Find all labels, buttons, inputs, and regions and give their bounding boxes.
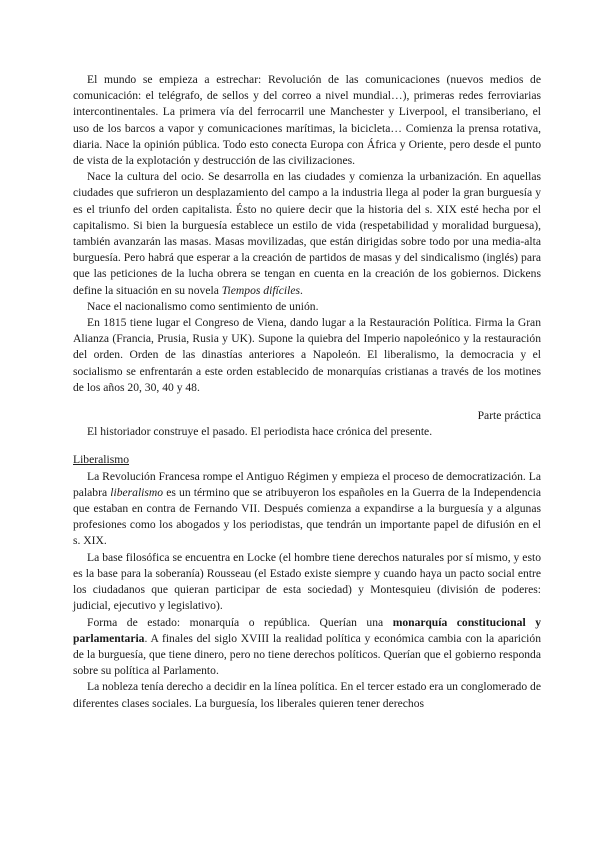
paragraph-nationalism [73,299,541,315]
paragraph-leisure-culture [73,169,541,299]
paragraph-state-form [73,615,541,680]
paragraph-text: La nobleza tenía derecho a decidir en la línea política. En el tercer estado era un conglomerado de diferentes clases sociales. La burguesía, los liberales quieren tener derechos [73,680,541,710]
paragraph-french-revolution [73,469,541,550]
heading-liberalismo [73,452,541,468]
paragraph-text: Nace la cultura del ocio. Se desarrolla en las ciudades y comienza la urbanización. En aquellas ciudades que sufrieron un desplazamiento del campo a la industria llega al poder la gran burguesía y es el triunfo del orden capitalista. Ésto no quiere decir que la historia del s. XIX esté hecha por el capitalismo. Si bien la burguesía establece un estilo de vida (respetabilidad y moralidad burguesa), también avanzarán las masas. Masas movilizadas, que están dirigidas sobre todo por una media-alta burguesía. Pero habrá que esperar a la creación de partidos de masas y del sindicalismo (inglés) para que las peticiones de la lucha obrera se tengan en cuenta en la creación de los gobiernos. Dickens define la situación en su novela [73,170,541,297]
paragraph-congress-vienna [73,315,541,396]
paragraph-text: Forma de estado: monarquía o república. Querían una [87,615,384,629]
section-label-practical [73,408,541,424]
paragraph-text-end: . [300,283,303,297]
paragraph-text: La base filosófica se encuentra en Locke (el hombre tiene derechos naturales por sí mismo, y esto es la base para la soberanía) Rousseau (el Estado existe siempre y cuando haya un pacto social entre los ciudadanos que quieran participar de esta sociedad) y Montesquieu (división de poderes: judicial, ejecutivo y legislativo). [73,550,541,613]
paragraph-text: En 1815 tiene lugar el Congreso de Viena, dando lugar a la Restauración Política. Firma la Gran Alianza (Francia, Prusia, Rusia y UK). Supone la quiebra del Imperio napoleónico y la restauración del orden. Orden de las dinastías anteriores a Napoleón. El liberalismo, la democracia y el socialismo se enfrentarán a este orden establecido de monarquías cristianas a través de los motines de los años 20, 30, 40 y 48. [73,316,541,394]
section-label-text: Parte práctica [477,409,541,423]
paragraph-philosophical-base [73,550,541,615]
paragraph-communications [73,72,541,169]
paragraph-nobility [73,679,541,711]
heading-text: Liberalismo [73,453,130,467]
bold-term-monarchy: monarquía constitucional y parlamentaria [73,615,542,645]
paragraph-text: Nace el nacionalismo como sentimiento de unión. [87,299,319,313]
paragraph-text: La Revolución Francesa rompe el Antiguo Régimen y empieza el proceso de democratización. La palabra [73,469,541,499]
paragraph-historian [73,424,541,440]
paragraph-text: El historiador construye el pasado. El periodista hace crónica del presente. [87,425,433,439]
paragraph-text: El mundo se empieza a estrechar: Revolución de las comunicaciones (nuevos medios de comunicación: el telégrafo, de sellos y del correo a nivel mundial…), primeras redes ferroviarias intercontinentales. La primera vía del ferrocarril une Manchester y Liverpool, el transiberiano, el uso de los barcos a vapor y comunicaciones marítimas, la bicicleta… Comienza la prensa rotativa, diaria. Nace la opinión pública. Todo esto conecta Europa con África y Oriente, pero desde el punto de vista de la explotación y destrucción de las civilizaciones. [73,73,541,168]
novel-title: Tiempos difíciles [221,283,301,297]
paragraph-text-rest: es un término que se atribuyeron los españoles en la Guerra de la Independencia que estaban en contra de Fernando VII. Después comienza a expandirse a la burguesía y a algunas profesiones como los abogados y los periodistas, que tendrán un importante papel de difusión en el s. XIX. [73,485,542,548]
term-liberalismo: liberalismo [110,485,164,499]
paragraph-text-rest: . A finales del siglo XVIII la realidad política y económica cambia con la aparición de la burguesía, que tiene dinero, pero no tiene derechos políticos. Querían que el gobierno responda sobre su política al Parlamento. [73,631,541,678]
